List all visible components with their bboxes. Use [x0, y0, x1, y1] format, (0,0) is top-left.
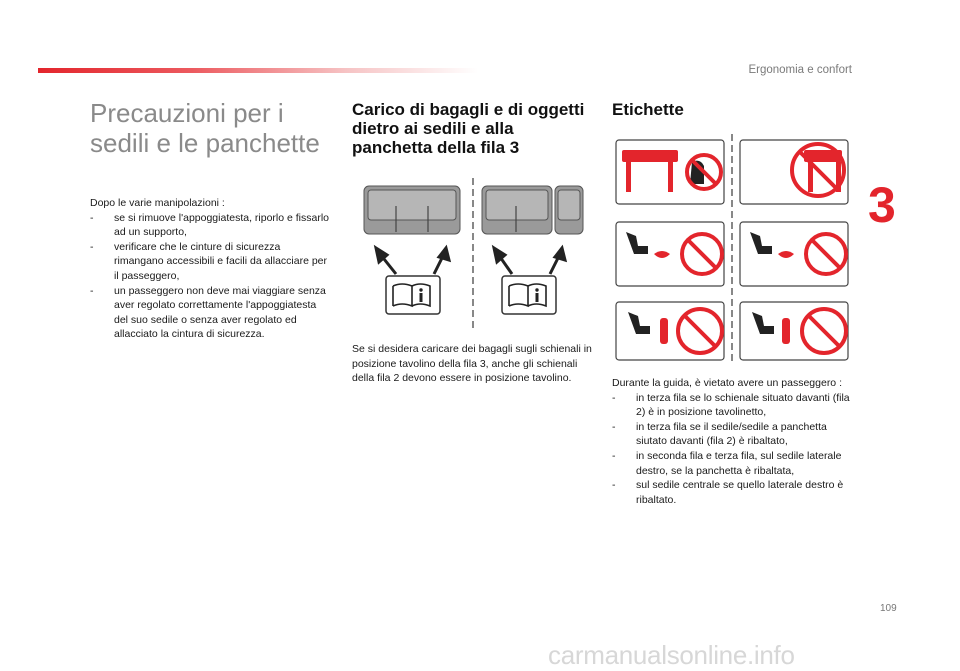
- luggage-heading: Carico di bagagli e di oggetti dietro ai sedili e alla panchetta della fila 3: [352, 100, 585, 157]
- labels-heading: Etichette: [612, 100, 684, 119]
- precautions-text: [90, 196, 330, 342]
- luggage-text: [352, 342, 597, 386]
- page-number: 109: [880, 603, 897, 614]
- list-item: - in terza fila se lo schienale situato davanti (fila 2) è in posizione tavolinetto,: [612, 391, 857, 420]
- list-item: - in terza fila se il sedile/sedile a panchetta siutato davanti (fila 2) è ribaltato,: [612, 420, 857, 449]
- list-item: - in seconda fila e terza fila, sul sedile laterale destro, se la panchetta è ribaltata,: [612, 449, 857, 478]
- list-item: - sul sedile centrale se quello laterale destro è ribaltato.: [612, 478, 857, 507]
- chapter-number: 3: [868, 177, 896, 233]
- labels-text: [612, 376, 857, 507]
- precautions-intro: Dopo le varie manipolazioni :: [90, 197, 225, 209]
- luggage-seats-illustration: [356, 176, 591, 332]
- page-title: Precauzioni per i sedili e le panchette: [90, 98, 320, 158]
- luggage-body: Se si desidera caricare dei bagagli sugli schienali in posizione tavolino della fila 3, anche gli schienali della fila 2 devono essere in posizione tavolino.: [352, 343, 592, 385]
- watermark: carmanualsonline.info: [548, 640, 795, 670]
- precautions-list: [90, 211, 330, 342]
- list-item: - un passeggero non deve mai viaggiare senza aver regolato correttamente l'appoggiatesta del suo sedile o senza aver regolato ed allacciato la cintura di sicurezza.: [90, 284, 330, 342]
- section-title: Ergonomia e confort: [748, 64, 852, 76]
- labels-intro: Durante la guida, è vietato avere un passeggero :: [612, 377, 842, 389]
- warning-labels-illustration: [612, 132, 852, 364]
- list-item: - verificare che le cinture di sicurezza rimangano accessibili e facili da allacciare per il passeggero,: [90, 240, 330, 284]
- header-accent-bar: [38, 68, 478, 73]
- labels-list: [612, 391, 857, 508]
- list-item: - se si rimuove l'appoggiatesta, riporlo e fissarlo ad un supporto,: [90, 211, 330, 240]
